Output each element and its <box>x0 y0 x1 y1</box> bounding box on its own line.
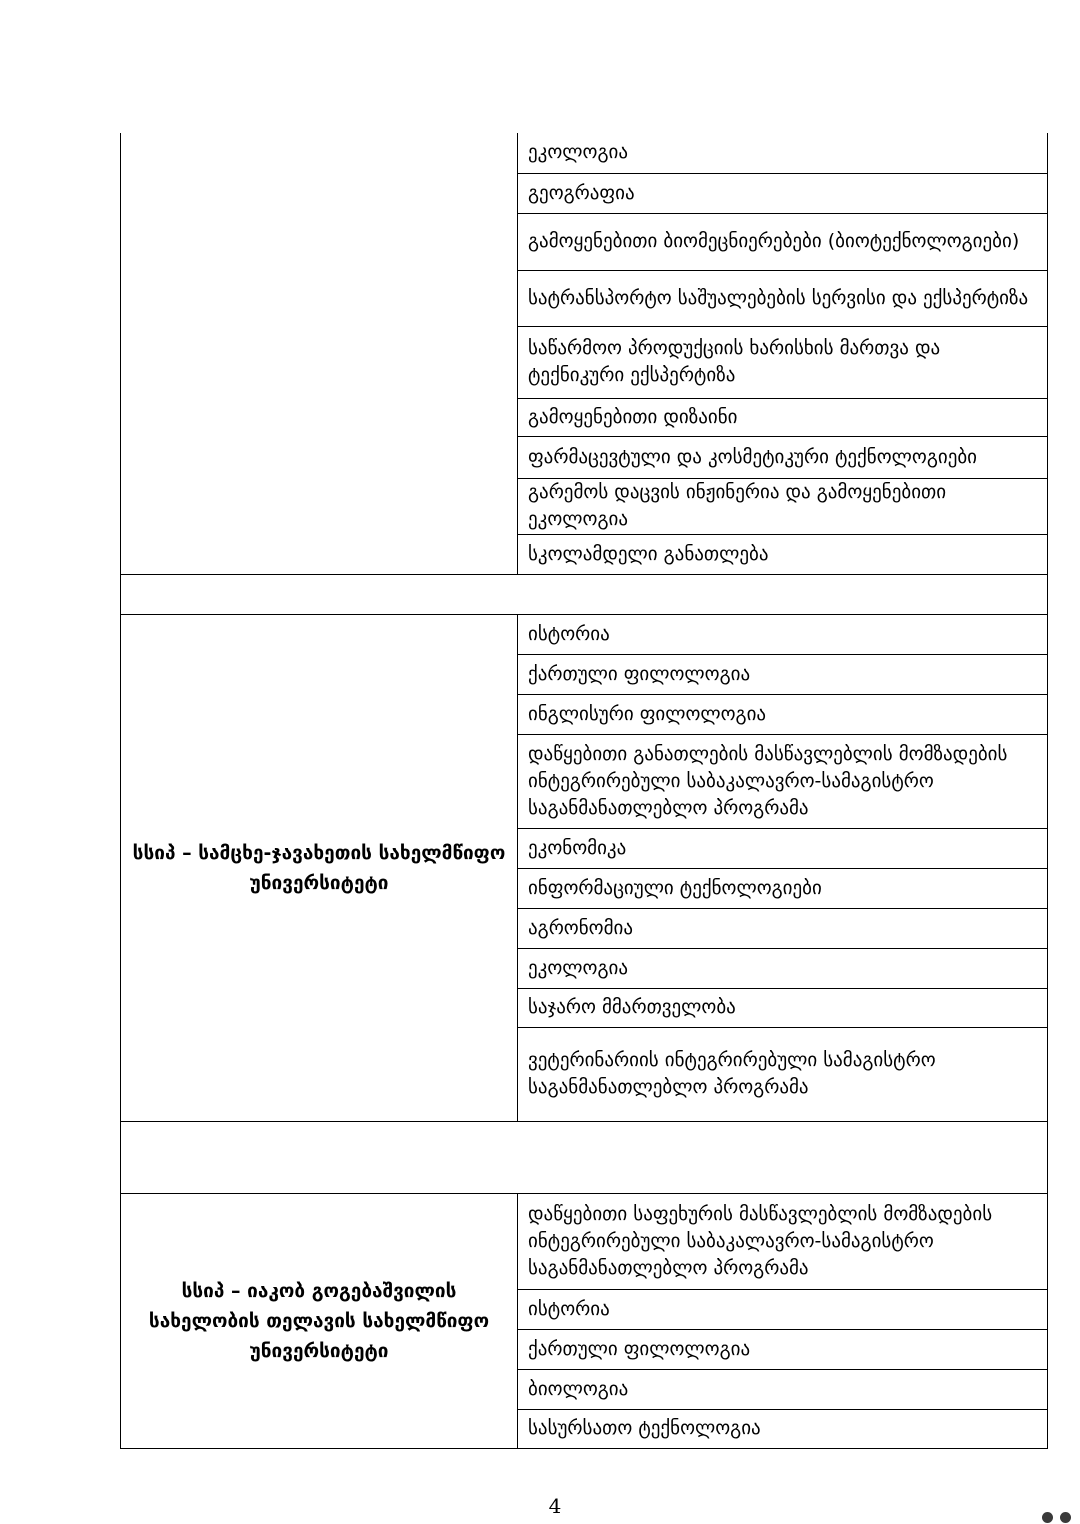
university-cell: სსიპ – სამცხე-ჯავახეთის სახელმწიფო უნივერსიტეტი <box>121 614 518 1121</box>
program-cell: დაწყებითი განათლების მასწავლებლის მომზადების ინტეგრირებული საბაკალავრო-სამაგისტრო საგანმანათლებლო პროგრამა <box>518 734 1048 828</box>
program-cell: საწარმოო პროდუქციის ხარისხის მართვა და ტექნიკური ექსპერტიზა <box>518 326 1048 398</box>
program-cell: ქართული ფილოლოგია <box>518 1329 1048 1369</box>
page-number: 4 <box>548 1494 562 1518</box>
program-cell: გამოყენებითი ბიომეცნიერებები (ბიოტექნოლოგიები) <box>518 213 1048 270</box>
program-cell: სატრანსპორტო საშუალებების სერვისი და ექსპერტიზა <box>518 270 1048 326</box>
programs-table <box>120 133 1048 1449</box>
university-cell: სსიპ – იაკობ გოგებაშვილის სახელობის თელავის სახელმწიფო უნივერსიტეტი <box>121 1193 518 1448</box>
program-cell: გეოგრაფია <box>518 173 1048 213</box>
program-cell: ინფორმაციული ტექნოლოგიები <box>518 868 1048 908</box>
program-cell: სკოლამდელი განათლება <box>518 534 1048 574</box>
table-row <box>121 133 1048 173</box>
program-cell: დაწყებითი საფეხურის მასწავლებლის მომზადების ინტეგრირებული საბაკალავრო-სამაგისტრო საგანმანათლებლო პროგრამა <box>518 1193 1048 1289</box>
program-cell: გარემოს დაცვის ინჟინერია და გამოყენებითი ეკოლოგია <box>518 478 1048 534</box>
program-cell: ინგლისური ფილოლოგია <box>518 694 1048 734</box>
table-row <box>121 1193 1048 1289</box>
program-cell: აგრონომია <box>518 908 1048 948</box>
separator-row <box>121 574 1048 614</box>
separator-row <box>121 1121 1048 1193</box>
university-cell <box>121 133 518 574</box>
table-row <box>121 614 1048 654</box>
program-cell: ეკონომიკა <box>518 828 1048 868</box>
program-cell: ბიოლოგია <box>518 1369 1048 1409</box>
program-cell: ქართული ფილოლოგია <box>518 654 1048 694</box>
program-cell: საჯარო მმართველობა <box>518 988 1048 1027</box>
program-cell: გამოყენებითი დიზაინი <box>518 398 1048 436</box>
program-cell: ვეტერინარიის ინტეგრირებული სამაგისტრო საგანმანათლებლო პროგრამა <box>518 1027 1048 1121</box>
program-cell: ისტორია <box>518 614 1048 654</box>
program-cell: სასურსათო ტექნოლოგია <box>518 1409 1048 1448</box>
more-options-icon[interactable] <box>1040 1512 1080 1524</box>
program-cell: ეკოლოგია <box>518 948 1048 988</box>
program-cell: ისტორია <box>518 1289 1048 1329</box>
program-cell: ეკოლოგია <box>518 133 1048 173</box>
program-cell: ფარმაცევტული და კოსმეტიკური ტექნოლოგიები <box>518 436 1048 478</box>
